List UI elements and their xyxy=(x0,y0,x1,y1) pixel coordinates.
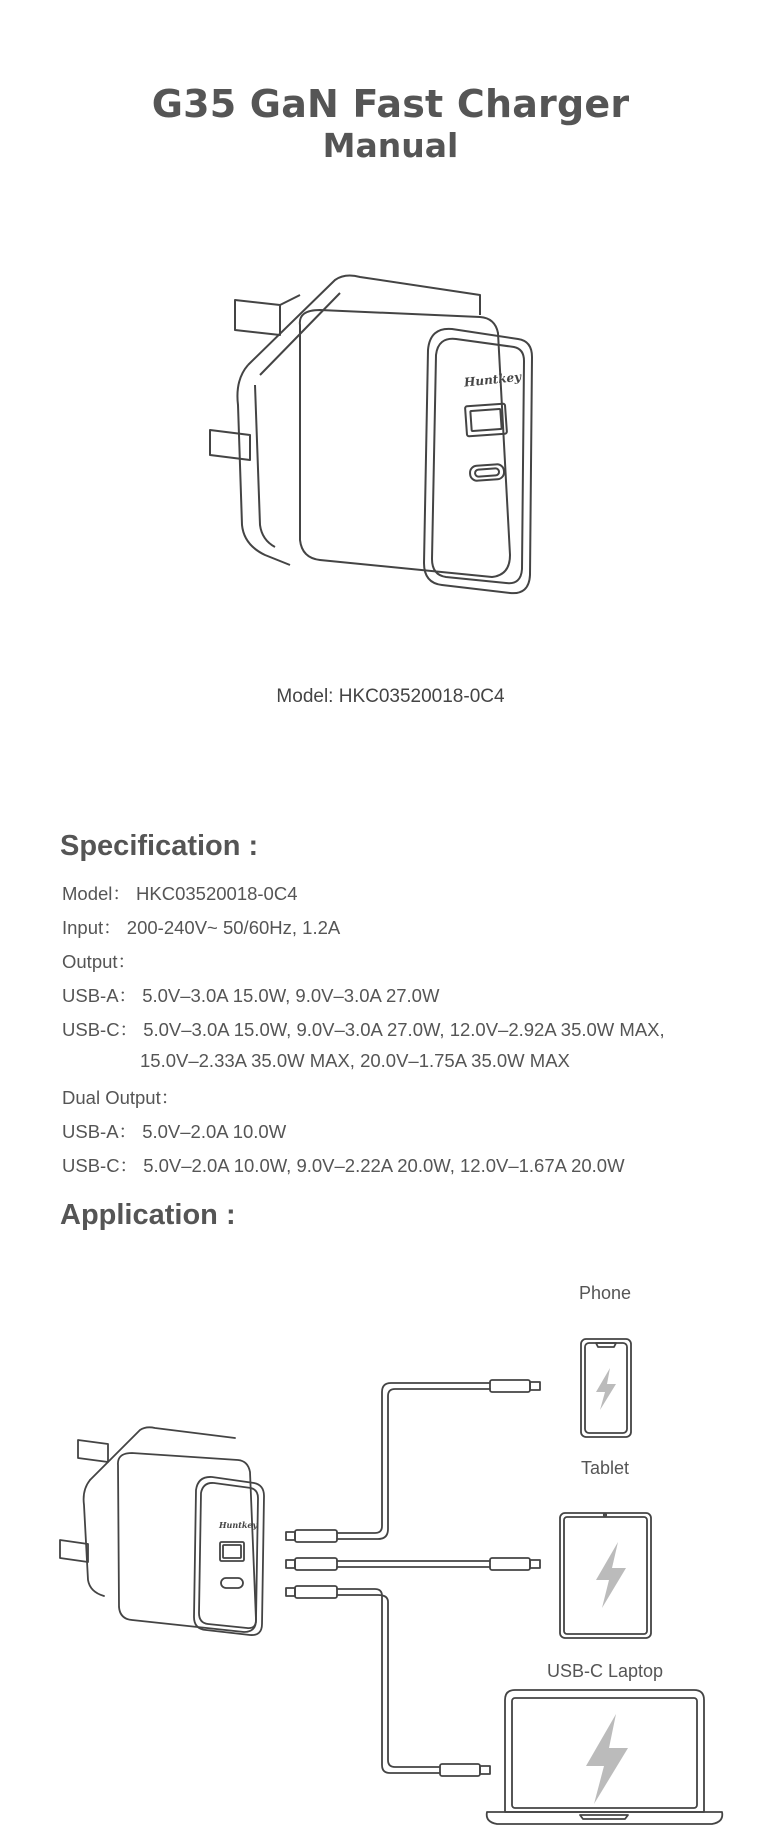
spec-line-usb-c: USB-C： 5.0V–3.0A 15.0W, 9.0V–3.0A 27.0W, 12.0V–2.92A 35.0W MAX, xyxy=(62,1019,665,1040)
spec-line-input: Input： 200-240V~ 50/60Hz, 1.2A xyxy=(62,917,341,938)
svg-text:Huntkey: Huntkey xyxy=(219,1520,258,1530)
page-subtitle: Manual xyxy=(322,126,459,165)
spec-line-usb-a: USB-A： 5.0V–3.0A 15.0W, 9.0V–3.0A 27.0W xyxy=(62,985,440,1006)
device-label-phone: Phone xyxy=(578,1283,632,1303)
specification-heading: Specification : xyxy=(60,830,259,862)
application-diagram xyxy=(0,1240,781,1835)
device-label-laptop: USB-C Laptop xyxy=(546,1661,664,1681)
spec-line-output: Output： xyxy=(62,951,137,972)
spec-line-dual-usb-a: USB-A： 5.0V–2.0A 10.0W xyxy=(62,1121,287,1142)
device-label-tablet: Tablet xyxy=(580,1458,630,1478)
spec-line-dual-output: Dual Output： xyxy=(62,1087,180,1108)
spec-line-model: Model： HKC03520018-0C4 xyxy=(62,883,298,904)
page-title: G35 GaN Fast Charger xyxy=(151,82,630,126)
brand-logo: Huntkey xyxy=(463,369,522,390)
spec-line-dual-usb-c: USB-C： 5.0V–2.0A 10.0W, 9.0V–2.22A 20.0W, 12.0V–1.67A 20.0W xyxy=(62,1155,625,1176)
spec-line-usb-c-cont: 15.0V–2.33A 35.0W MAX, 20.0V–1.75A 35.0W MAX xyxy=(140,1050,570,1071)
charger-illustration xyxy=(180,255,600,615)
model-caption: Model: HKC03520018-0C4 xyxy=(276,686,505,707)
small-charger-illustration xyxy=(60,1427,264,1635)
application-heading: Application : xyxy=(60,1199,236,1231)
